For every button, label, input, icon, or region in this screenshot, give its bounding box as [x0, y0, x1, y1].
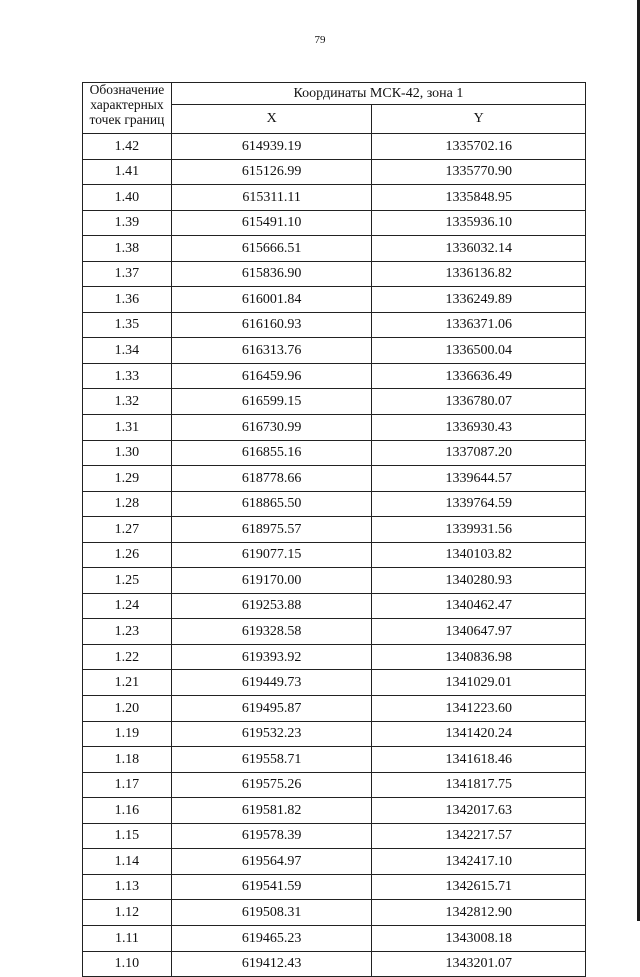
- cell-y: 1337087.20: [372, 440, 586, 466]
- cell-point: 1.42: [83, 134, 172, 160]
- cell-y: 1343008.18: [372, 925, 586, 951]
- cell-point: 1.36: [83, 287, 172, 313]
- cell-x: 619170.00: [171, 568, 372, 594]
- table-row: [83, 185, 586, 211]
- cell-point: 1.22: [83, 644, 172, 670]
- cell-point: 1.16: [83, 798, 172, 824]
- cell-y: 1342017.63: [372, 798, 586, 824]
- cell-y: 1339644.57: [372, 466, 586, 492]
- cell-point: 1.20: [83, 696, 172, 722]
- cell-x: 619578.39: [171, 823, 372, 849]
- cell-y: 1335848.95: [372, 185, 586, 211]
- table-row: [83, 568, 586, 594]
- cell-x: 619465.23: [171, 925, 372, 951]
- table-row: [83, 134, 586, 160]
- cell-y: 1341618.46: [372, 747, 586, 773]
- table-row: [83, 236, 586, 262]
- cell-x: 619449.73: [171, 670, 372, 696]
- cell-y: 1340462.47: [372, 593, 586, 619]
- cell-point: 1.29: [83, 466, 172, 492]
- cell-point: 1.25: [83, 568, 172, 594]
- cell-y: 1336136.82: [372, 261, 586, 287]
- cell-x: 619575.26: [171, 772, 372, 798]
- cell-y: 1335936.10: [372, 210, 586, 236]
- cell-point: 1.34: [83, 338, 172, 364]
- cell-x: 619581.82: [171, 798, 372, 824]
- cell-x: 619393.92: [171, 644, 372, 670]
- table-row: [83, 644, 586, 670]
- cell-point: 1.15: [83, 823, 172, 849]
- cell-point: 1.39: [83, 210, 172, 236]
- table-row: [83, 415, 586, 441]
- header-point-name: Обозначение характерных точек границ: [83, 83, 172, 134]
- table-row: [83, 517, 586, 543]
- cell-point: 1.12: [83, 900, 172, 926]
- cell-x: 619253.88: [171, 593, 372, 619]
- table-row: [83, 874, 586, 900]
- table-row: [83, 338, 586, 364]
- cell-point: 1.10: [83, 951, 172, 977]
- cell-x: 618975.57: [171, 517, 372, 543]
- cell-y: 1336371.06: [372, 312, 586, 338]
- table-row: [83, 363, 586, 389]
- cell-y: 1342417.10: [372, 849, 586, 875]
- cell-x: 619328.58: [171, 619, 372, 645]
- cell-point: 1.30: [83, 440, 172, 466]
- page-number: 79: [314, 34, 326, 46]
- cell-y: 1342615.71: [372, 874, 586, 900]
- table-row: [83, 440, 586, 466]
- table-row: [83, 159, 586, 185]
- cell-x: 619564.97: [171, 849, 372, 875]
- table-row: [83, 287, 586, 313]
- cell-x: 616730.99: [171, 415, 372, 441]
- cell-point: 1.23: [83, 619, 172, 645]
- table-row: [83, 261, 586, 287]
- table-row: [83, 772, 586, 798]
- cell-y: 1336636.49: [372, 363, 586, 389]
- table-body: [83, 134, 586, 977]
- cell-x: 619077.15: [171, 542, 372, 568]
- cell-y: 1343201.07: [372, 951, 586, 977]
- cell-y: 1339931.56: [372, 517, 586, 543]
- cell-point: 1.18: [83, 747, 172, 773]
- cell-x: 619532.23: [171, 721, 372, 747]
- cell-x: 619558.71: [171, 747, 372, 773]
- table-row: [83, 619, 586, 645]
- header-x: X: [171, 105, 372, 134]
- cell-point: 1.38: [83, 236, 172, 262]
- table-row: [83, 823, 586, 849]
- table-row: [83, 925, 586, 951]
- table-row: [83, 798, 586, 824]
- cell-x: 615126.99: [171, 159, 372, 185]
- cell-x: 616001.84: [171, 287, 372, 313]
- table-row: [83, 491, 586, 517]
- cell-point: 1.28: [83, 491, 172, 517]
- cell-x: 618778.66: [171, 466, 372, 492]
- cell-point: 1.14: [83, 849, 172, 875]
- cell-point: 1.19: [83, 721, 172, 747]
- header-y: Y: [372, 105, 586, 134]
- cell-y: 1336500.04: [372, 338, 586, 364]
- table-row: [83, 210, 586, 236]
- cell-y: 1335702.16: [372, 134, 586, 160]
- cell-x: 615666.51: [171, 236, 372, 262]
- cell-y: 1340280.93: [372, 568, 586, 594]
- cell-y: 1341029.01: [372, 670, 586, 696]
- cell-y: 1341420.24: [372, 721, 586, 747]
- table-row: [83, 900, 586, 926]
- cell-point: 1.21: [83, 670, 172, 696]
- cell-y: 1342217.57: [372, 823, 586, 849]
- cell-point: 1.40: [83, 185, 172, 211]
- cell-x: 615836.90: [171, 261, 372, 287]
- cell-y: 1340103.82: [372, 542, 586, 568]
- cell-point: 1.31: [83, 415, 172, 441]
- table-row: [83, 466, 586, 492]
- cell-y: 1340647.97: [372, 619, 586, 645]
- cell-point: 1.24: [83, 593, 172, 619]
- cell-point: 1.33: [83, 363, 172, 389]
- table-row: [83, 747, 586, 773]
- cell-x: 619541.59: [171, 874, 372, 900]
- cell-point: 1.41: [83, 159, 172, 185]
- cell-y: 1340836.98: [372, 644, 586, 670]
- cell-point: 1.35: [83, 312, 172, 338]
- table-row: [83, 951, 586, 977]
- table-row: [83, 389, 586, 415]
- cell-y: 1335770.90: [372, 159, 586, 185]
- cell-x: 616459.96: [171, 363, 372, 389]
- cell-x: 614939.19: [171, 134, 372, 160]
- cell-x: 619508.31: [171, 900, 372, 926]
- cell-point: 1.37: [83, 261, 172, 287]
- cell-point: 1.32: [83, 389, 172, 415]
- cell-y: 1336032.14: [372, 236, 586, 262]
- cell-y: 1336249.89: [372, 287, 586, 313]
- cell-y: 1342812.90: [372, 900, 586, 926]
- cell-x: 616160.93: [171, 312, 372, 338]
- table-row: [83, 849, 586, 875]
- cell-point: 1.17: [83, 772, 172, 798]
- coordinates-table: [82, 82, 586, 977]
- table-row: [83, 696, 586, 722]
- header-coordinates: Координаты МСК-42, зона 1: [171, 83, 585, 105]
- cell-y: 1336930.43: [372, 415, 586, 441]
- cell-point: 1.26: [83, 542, 172, 568]
- table-row: [83, 721, 586, 747]
- cell-point: 1.13: [83, 874, 172, 900]
- cell-y: 1339764.59: [372, 491, 586, 517]
- cell-x: 618865.50: [171, 491, 372, 517]
- table-row: [83, 312, 586, 338]
- table-row: [83, 670, 586, 696]
- cell-x: 619495.87: [171, 696, 372, 722]
- cell-x: 615491.10: [171, 210, 372, 236]
- cell-x: 616313.76: [171, 338, 372, 364]
- cell-y: 1341817.75: [372, 772, 586, 798]
- cell-x: 616855.16: [171, 440, 372, 466]
- cell-point: 1.27: [83, 517, 172, 543]
- table-row: [83, 542, 586, 568]
- cell-y: 1341223.60: [372, 696, 586, 722]
- table-row: [83, 593, 586, 619]
- cell-y: 1336780.07: [372, 389, 586, 415]
- cell-x: 615311.11: [171, 185, 372, 211]
- cell-x: 616599.15: [171, 389, 372, 415]
- cell-x: 619412.43: [171, 951, 372, 977]
- cell-point: 1.11: [83, 925, 172, 951]
